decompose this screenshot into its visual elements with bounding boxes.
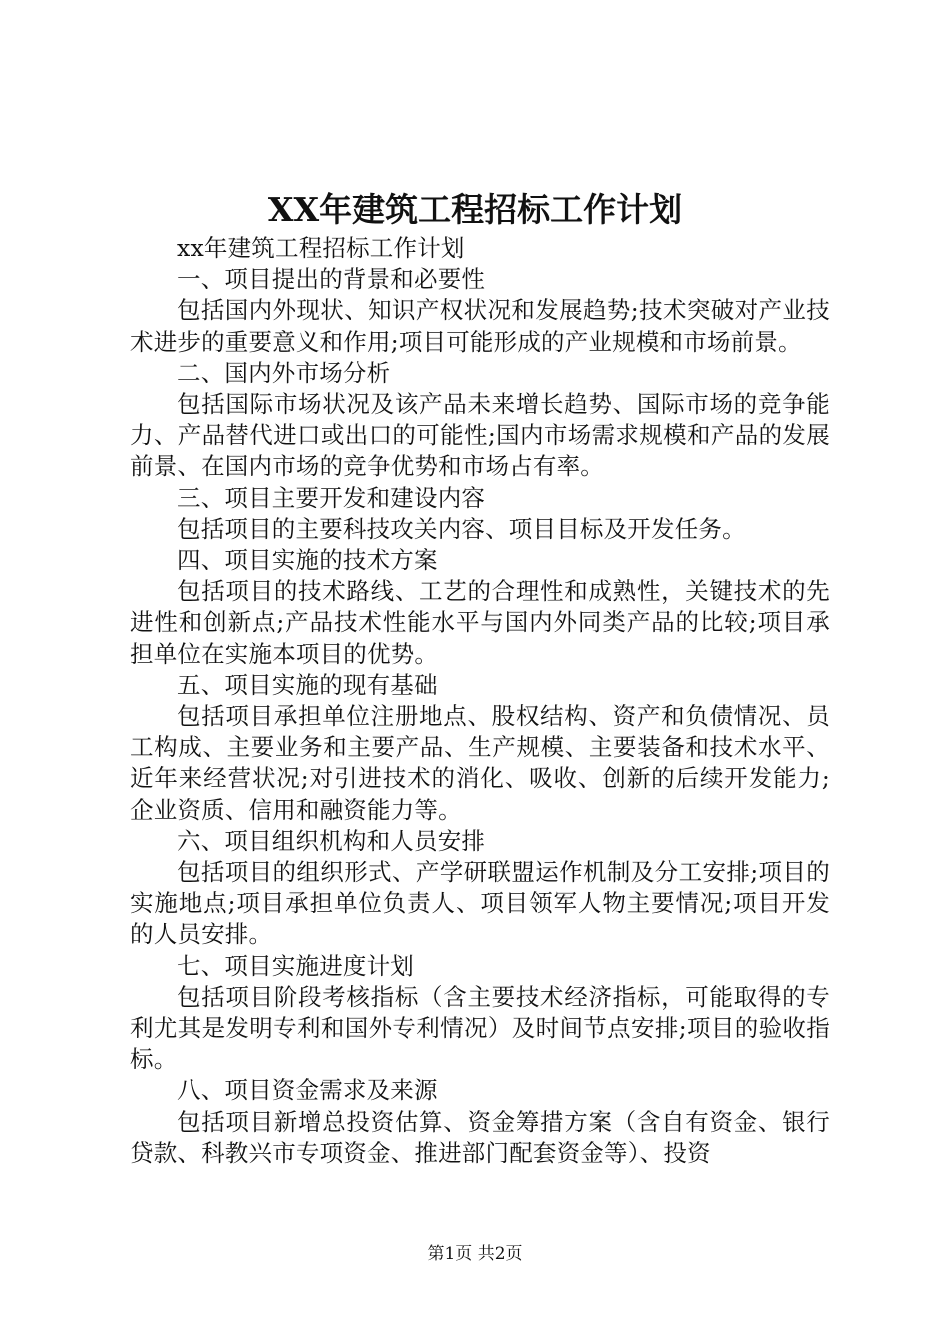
section-body-6: 包括项目的组织形式、产学研联盟运作机制及分工安排;项目的实施地点;项目承担单位负责人、项目领军人物主要情况;项目开发的人员安排。 xyxy=(130,858,830,949)
document-title: XX年建筑工程招标工作计划 xyxy=(267,190,683,229)
paragraph-subtitle: xx年建筑工程招标工作计划 xyxy=(177,234,465,262)
section-heading-4: 四、项目实施的技术方案 xyxy=(177,546,438,575)
page-number-footer: 第1页 共2页 xyxy=(427,1244,523,1264)
section-heading-5: 五、项目实施的现有基础 xyxy=(177,670,438,699)
section-heading-8: 八、项目资金需求及来源 xyxy=(177,1076,438,1105)
section-body-4: 包括项目的技术路线、工艺的合理性和成熟性，关键技术的先进性和创新点;产品技术性能水平与国内外同类产品的比较;项目承担单位在实施本项目的优势。 xyxy=(130,577,830,668)
section-heading-3: 三、项目主要开发和建设内容 xyxy=(177,483,486,512)
section-body-5: 包括项目承担单位注册地点、股权结构、资产和负债情况、员工构成、主要业务和主要产品、生产规模、主要装备和技术水平、近年来经营状况;对引进技术的消化、吸收、创新的后续开发能力;企业资质、信用和融资能力等。 xyxy=(130,702,830,824)
document-body xyxy=(130,233,830,1169)
section-heading-6: 六、项目组织机构和人员安排 xyxy=(177,826,486,855)
section-heading-7: 七、项目实施进度计划 xyxy=(177,951,414,980)
section-body-2: 包括国际市场状况及该产品未来增长趋势、国际市场的竞争能力、产品替代进口或出口的可能性;国内市场需求规模和产品的发展前景、在国内市场的竞争优势和市场占有率。 xyxy=(130,390,830,481)
section-body-3: 包括项目的主要科技攻关内容、项目目标及开发任务。 xyxy=(177,514,746,543)
section-body-8: 包括项目新增总投资估算、资金筹措方案（含自有资金、银行贷款、科教兴市专项资金、推进部门配套资金等）、投资 xyxy=(130,1107,830,1167)
section-body-1: 包括国内外现状、知识产权状况和发展趋势;技术突破对产业技术进步的重要意义和作用;项目可能形成的产业规模和市场前景。 xyxy=(130,296,830,356)
section-heading-2: 二、国内外市场分析 xyxy=(177,358,391,387)
section-heading-1: 一、项目提出的背景和必要性 xyxy=(177,265,486,294)
section-body-7: 包括项目阶段考核指标（含主要技术经济指标，可能取得的专利尤其是发明专利和国外专利情况）及时间节点安排;项目的验收指标。 xyxy=(130,982,830,1074)
